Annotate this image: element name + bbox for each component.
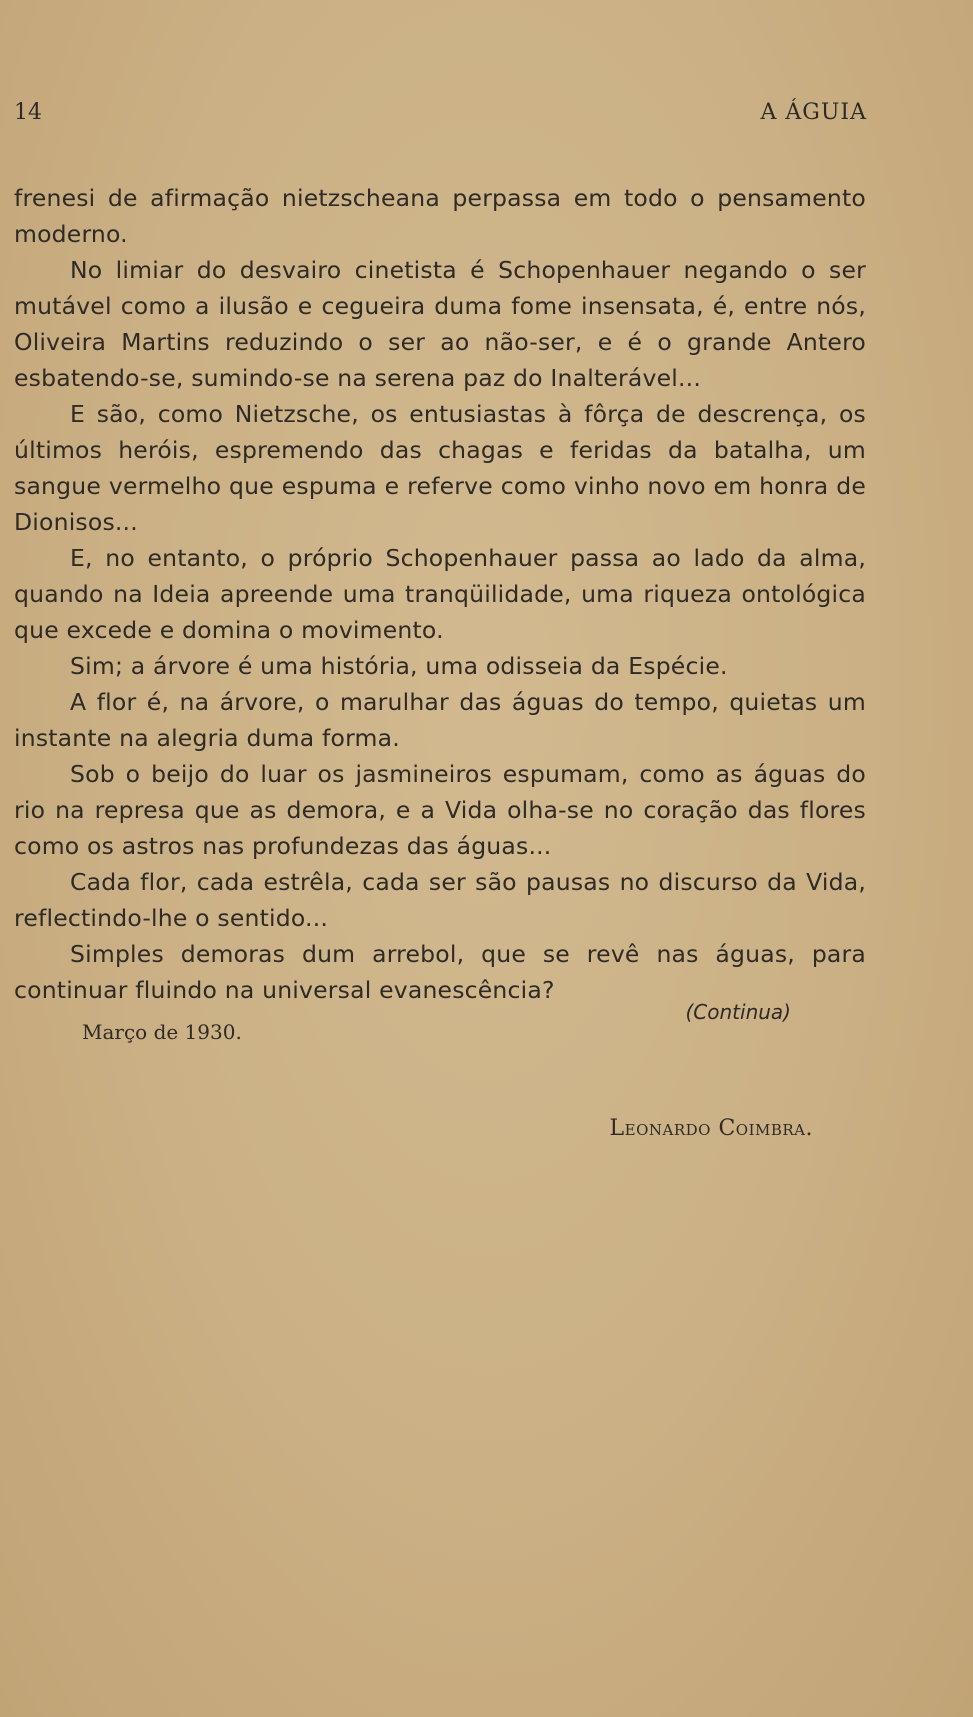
author-signature: Leonardo Coimbra. [609, 1116, 813, 1141]
paragraph-continuation: frenesi de afirmação nietzscheana perpassa em todo o pensamento moderno. [14, 184, 866, 248]
running-title: A ÁGUIA [760, 100, 867, 125]
paragraph: E, no entanto, o próprio Schopenhauer passa ao lado da alma, quando na Ideia apreende uma tranqüilidade, uma riqueza ontológica que excede e domina o movimento. [14, 544, 866, 644]
paragraph: A flor é, na árvore, o marulhar das águas do tempo, quietas um instante na alegria duma forma. [14, 688, 866, 752]
paragraph: Sob o beijo do luar os jasmineiros espumam, como as águas do rio na represa que as demora, e a Vida olha-se no coração das flores como os astros nas profundezas das águas... [14, 760, 866, 860]
paragraph: Simples demoras dum arrebol, que se revê nas águas, para continuar fluindo na universal evanescência? [14, 940, 866, 1004]
page-number: 14 [14, 100, 42, 125]
paragraph: Sim; a árvore é uma história, uma odisseia da Espécie. [70, 652, 728, 680]
paragraph: No limiar do desvairo cinetista é Schopenhauer negando o ser mutável como a ilusão e cegueira duma fome insensata, é, entre nós, Oliveira Martins reduzindo o ser ao não-ser, e é o grande Antero esbatendo-se, sumindo-se na serena paz do Inalterável... [14, 256, 866, 392]
date-line: Março de 1930. [82, 1020, 242, 1044]
paragraph: Cada flor, cada estrêla, cada ser são pausas no discurso da Vida, reflectindo-lhe o sentido... [14, 868, 866, 932]
continua-note: (Continua) [685, 1000, 791, 1024]
body-text [14, 180, 866, 1008]
paragraph: E são, como Nietzsche, os entusiastas à fôrça de descrença, os últimos heróis, espremendo das chagas e feridas da batalha, um sangue vermelho que espuma e referve como vinho novo em honra de Dionisos... [14, 400, 866, 536]
